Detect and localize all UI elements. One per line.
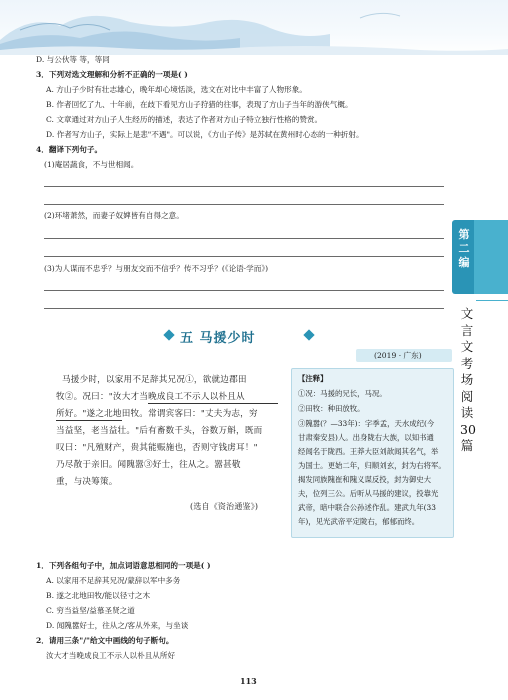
note-item: 夫，位列三公。后听从马援的建议，投靠光	[298, 489, 439, 498]
note-item: ③隗嚣(？—33年)：字季孟，天水成纪(今	[298, 419, 435, 428]
tab-bar	[474, 220, 508, 294]
answer-line[interactable]	[44, 186, 444, 187]
diamond-icon	[303, 329, 314, 340]
note-item: 经闻名于陇西。王莽大臣刘歆闻其名气，举	[298, 447, 439, 456]
q4-item-2: (2)环堵萧然，而妻子奴婢皆有自得之意。	[44, 211, 184, 220]
passage-line: 所好。"遂之北地田牧。常谓宾客曰："丈夫为志，穷	[56, 409, 258, 419]
passage-line: 重，与决筹策。	[56, 477, 118, 487]
q1-option-b[interactable]: B. 遂之北地田牧/能以径寸之木	[46, 591, 151, 600]
q2-option-d: D. 与公伙等 等，等同	[36, 55, 110, 64]
answer-line[interactable]	[44, 238, 444, 239]
header-landscape-banner	[0, 0, 508, 55]
source-badge	[356, 349, 452, 362]
passage-source: (选自《资治通鉴》)	[190, 502, 259, 511]
note-item: 年)，见光武帝平定陇右，郁郁而终。	[298, 517, 420, 526]
q3-stem: 3．下列对选文理解和分析不正确的一项是( )	[36, 70, 188, 79]
mountain-illustration	[0, 0, 508, 55]
part-title: 文言文考场阅读30篇	[460, 306, 476, 453]
answer-line[interactable]	[44, 290, 444, 291]
answer-line[interactable]	[44, 204, 444, 205]
notes-box	[291, 368, 454, 538]
q4-stem: 4．翻译下列句子。	[36, 145, 103, 154]
section-title: 五 马援少时	[180, 331, 256, 346]
passage-line: 乃尽散于亲旧。闻隗嚣③好士，往从之。嚣甚敬	[56, 460, 241, 470]
q3-option-c[interactable]: C. 文章通过对方山子人生经历的描述，表达了作者对方山子特立独行性格的赞赏。	[46, 115, 323, 124]
sidebar-chapter-tab	[452, 220, 508, 688]
answer-line[interactable]	[44, 256, 444, 257]
passage-line: 马援少时，以家用不足辞其兄况①，欲就边郡田	[62, 375, 247, 385]
q3-option-d[interactable]: D. 作者写方山子，实际上是悲"不遇"。可以说，《方山子传》是苏轼在黄州时心态的一种折射。	[46, 130, 364, 139]
passage-line: 牧②。况曰："汝大才当晚成良工不示人以朴且从	[56, 392, 245, 402]
note-item: ②田牧：种田放牧。	[298, 404, 365, 413]
page-number: 113	[240, 676, 257, 686]
part-tag	[452, 220, 508, 294]
part-label: 第二编	[458, 228, 470, 269]
q3-option-a[interactable]: A. 方山子少时有壮志雄心，晚年却心境恬淡，选文在对比中丰富了人物形象。	[46, 85, 307, 94]
passage-line: 叹曰："凡殖财产，贵其能赈施也，否则守钱虏耳！"	[56, 443, 258, 453]
note-item: ①况：马援的兄长，马况。	[298, 389, 387, 398]
notes-header: 【注释】	[298, 374, 328, 383]
q4-item-1: (1)庵居蔬食，不与世相闻。	[44, 160, 139, 169]
q1-stem: 1．下列各组句子中，加点词语意思相同的一项是( )	[36, 561, 211, 570]
q1-option-a[interactable]: A. 以家用不足辞其兄况/蒙辞以军中多务	[46, 576, 181, 585]
q3-option-b[interactable]: B. 作者回忆了九、十年前，在歧下看见方山子狩猎的往事，表现了方山子当年的游侠气概。	[46, 100, 353, 109]
source-badge-text: (2019 · 广东)	[374, 351, 422, 360]
underline-mark	[148, 403, 278, 404]
diamond-icon	[163, 329, 174, 340]
note-item: 揭发同族隗崔和隗义谋反投，封为御史大	[298, 475, 432, 484]
note-item: 武帝，暗中联合公孙述作乱。建武九年(33	[298, 503, 436, 512]
q1-option-d[interactable]: D. 闻隗嚣好士，往从之/客从外来，与坐谈	[46, 621, 189, 630]
q2-stem: 2．请用三条"/"给文中画线的句子断句。	[36, 636, 174, 645]
note-item: 为国士。更始二年，归顺刘玄，封为右将军。	[298, 461, 446, 470]
note-item: 甘肃秦安县)人。出身陇右大族，以知书通	[298, 433, 434, 442]
q1-option-c[interactable]: C. 穷当益坚/益慕圣贤之道	[46, 606, 135, 615]
q2-sentence[interactable]: 汝大才当晚成良工不示人以朴且从所好	[46, 651, 176, 660]
divider	[476, 300, 508, 301]
underline-mark	[56, 420, 122, 421]
passage-line: 当益坚，老当益壮。"后有畜数千头，谷数万斛，既而	[56, 426, 263, 436]
q4-item-3: (3)为人谋而不忠乎？与朋友交而不信乎？传不习乎？(《论语·学而》)	[44, 264, 269, 273]
answer-line[interactable]	[44, 308, 444, 309]
